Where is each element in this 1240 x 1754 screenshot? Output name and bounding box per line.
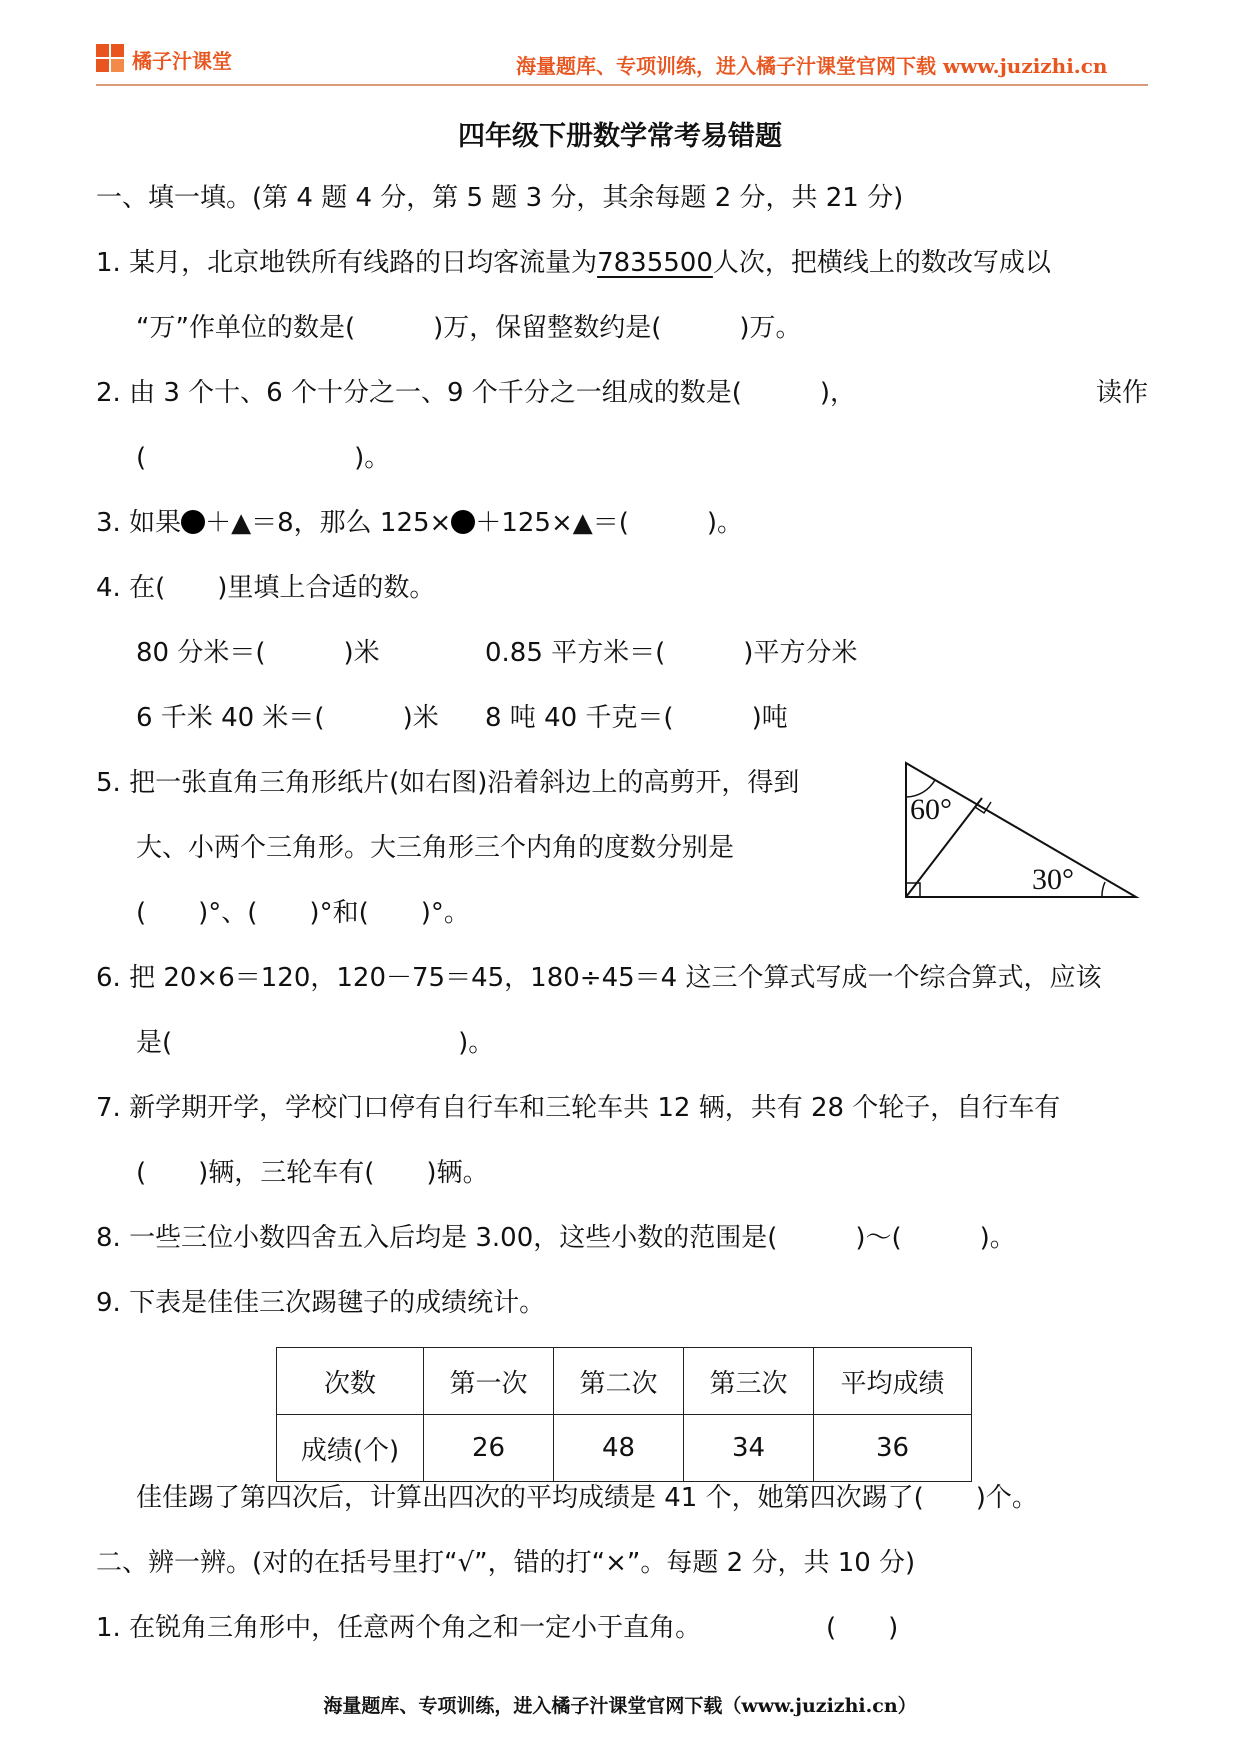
table-header-cell: 第二次 [554,1348,684,1415]
q6-number: 6. [96,963,121,993]
footer-text: 海量题库、专项训练，进入橘子汁课堂官网下载（www.juzizhi.cn） [323,1695,917,1717]
q6 [96,963,1101,993]
q2-line1: 由 3 个十、6 个十分之一、9 个千分之一组成的数是( )， [129,378,857,408]
q4 [96,573,435,603]
q1 [96,248,1051,278]
s2-q1-text: 在锐角三角形中，任意两个角之和一定小于直角。 [129,1613,702,1643]
table-header-cell: 第一次 [424,1348,554,1415]
table-cell: 48 [554,1415,684,1482]
table-cell: 36 [814,1415,972,1482]
s2-q1-answer-blank: ( ) [826,1613,899,1643]
q1-number: 1. [96,248,121,278]
q2 [96,378,1148,408]
s2-q1-number: 1. [96,1613,121,1643]
s2-q1 [96,1613,701,1643]
header-website-text: 海量题库、专项训练，进入橘子汁课堂官网下载 www.juzizhi.cn [516,54,1108,78]
q4-text: 在( )里填上合适的数。 [129,573,436,603]
q7 [96,1093,1060,1123]
section2-heading: 二、辨一辨。(对的在括号里打“√”，错的打“×”。每题 2 分，共 10 分) [96,1548,916,1578]
logo [96,44,232,74]
angle-30-label: 30° [1032,863,1074,896]
q2-line1-end: 读作 [1095,378,1148,408]
table-row [277,1415,972,1482]
circle-icon [451,510,475,534]
table-header-row [277,1348,972,1415]
q1-underlined-number: 7835500 [597,248,713,278]
angle-60-label: 60° [910,793,952,826]
q3-number: 3. [96,508,121,538]
q7-line1: 新学期开学，学校门口停有自行车和三轮车共 12 辆，共有 28 个轮子，自行车有 [129,1093,1061,1123]
q5 [96,768,799,798]
score-table [276,1347,972,1482]
page-title: 四年级下册数学常考易错题 [458,121,782,152]
q2-number: 2. [96,378,121,408]
circle-icon [181,510,205,534]
q3-text-a: 如果 [129,508,182,538]
q4-row1-a: 80 分米＝( )米 [136,638,380,668]
table-header-cell: 第三次 [684,1348,814,1415]
q3-text-b: ＋▲＝8，那么 125× [205,508,452,538]
q6-line1: 把 20×6＝120，120－75＝45，180÷45＝4 这三个算式写成一个综合算式，应该 [129,963,1102,993]
table-cell: 26 [424,1415,554,1482]
q9-after: 佳佳踢了第四次后，计算出四次的平均成绩是 41 个，她第四次踢了( )个。 [136,1483,1038,1513]
q3-text-c: ＋125×▲＝( )。 [475,508,744,538]
q1-text-b: 人次，把横线上的数改写成以 [712,248,1051,278]
q1-text-a: 某月，北京地铁所有线路的日均客流量为 [129,248,598,278]
q4-row2-a: 6 千米 40 米＝( )米 [136,703,439,733]
q5-line2: 大、小两个三角形。大三角形三个内角的度数分别是 [136,833,735,863]
q8-text: 一些三位小数四舍五入后均是 3.00，这些小数的范围是( )～( )。 [129,1223,1016,1253]
q8-number: 8. [96,1223,121,1253]
q2-line2: ( )。 [136,443,391,473]
triangle-figure [890,755,1140,905]
q5-line3: ( )°、( )°和( )°。 [136,898,470,928]
table-row-label: 成绩(个) [277,1415,424,1482]
logo-text: 橘子汁课堂 [132,48,232,73]
q9-number: 9. [96,1288,121,1318]
logo-icon [96,44,126,74]
q4-number: 4. [96,573,121,603]
q6-line2: 是( )。 [136,1028,495,1058]
table-header-cell: 平均成绩 [814,1348,972,1415]
q9 [96,1288,545,1318]
q8 [96,1223,1016,1253]
header-divider [96,84,1148,86]
q4-row2-b: 8 吨 40 千克＝( )吨 [485,703,788,733]
q9-text: 下表是佳佳三次踢毽子的成绩统计。 [129,1288,546,1318]
q1-line2: “万”作单位的数是( )万，保留整数约是( )万。 [136,313,802,343]
section1-heading: 一、填一填。(第 4 题 4 分，第 5 题 3 分，其余每题 2 分，共 21 分) [96,183,904,213]
table-header-cell: 次数 [277,1348,424,1415]
q5-line1: 把一张直角三角形纸片(如右图)沿着斜边上的高剪开，得到 [129,768,800,798]
q5-number: 5. [96,768,121,798]
table-cell: 34 [684,1415,814,1482]
q7-number: 7. [96,1093,121,1123]
q7-line2: ( )辆，三轮车有( )辆。 [136,1158,489,1188]
q3 [96,508,743,538]
q4-row1-b: 0.85 平方米＝( )平方分米 [485,638,858,668]
